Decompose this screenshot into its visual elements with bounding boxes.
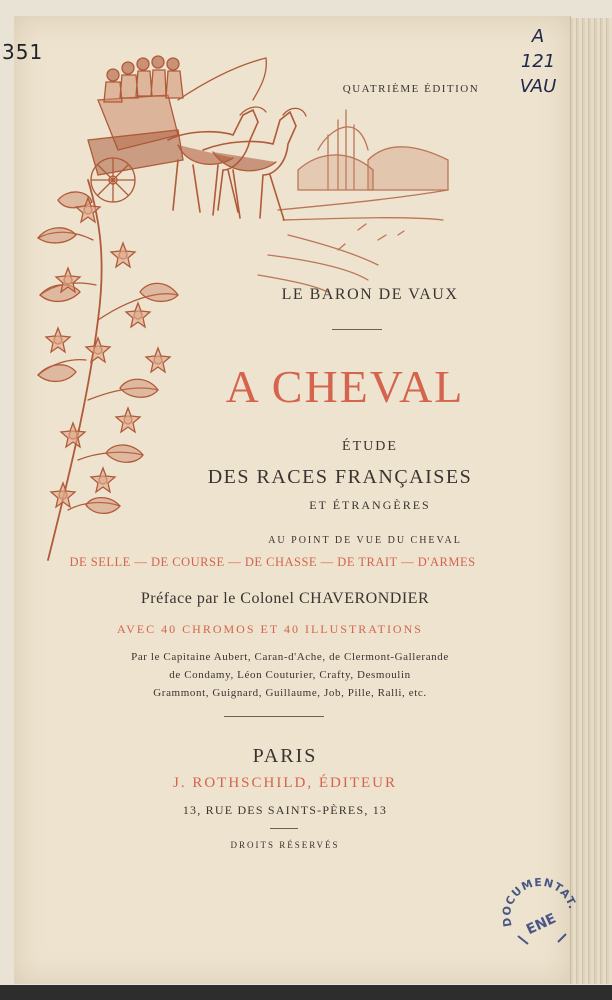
publisher-name: J. ROTHSCHILD, ÉDITEUR [173,775,397,791]
book-title: A CHEVAL [225,361,465,412]
subtitle-etrangeres: ET ÉTRANGÈRES [309,498,431,512]
carriage [88,56,183,202]
author-name: LE BARON DE VAUX [281,286,459,303]
subtitle-etude: ÉTUDE [342,439,398,454]
preface-line: Préface par le Colonel CHAVERONDIER [140,590,430,607]
shelfmark-right [508,24,568,99]
carriage-illustration [28,40,488,570]
stamp-arc-text: DOCUMENTAT. [499,876,580,928]
vine-flowers [46,198,170,507]
publisher-address: 13, RUE DES SAINTS-PÈRES, 13 [182,803,388,817]
stamp-center-text: ENE [523,910,559,939]
shelfmark-line: A [531,26,545,47]
edition-label: QUATRIÈME ÉDITION [342,83,480,95]
illustrators-line: Par le Capitaine Aubert, Caran-d'Ache, de Clermont-Gallerande [131,651,449,663]
illustrators-line: Grammont, Guignard, Guillaume, Job, Pille, Ralli, etc. [153,687,427,699]
library-stamp [498,876,584,962]
divider-rule [224,716,324,717]
divider-rule [270,828,298,829]
illustrations-note: AVEC 40 CHROMOS ET 40 ILLUSTRATIONS [117,622,423,636]
scanner-bottom-strip [0,985,612,1000]
landscape [258,110,448,292]
shelfmark-line: VAU [519,76,557,97]
subtitle-point-de-vue: AU POINT DE VUE DU CHEVAL [268,535,462,546]
publication-city: PARIS [252,745,318,767]
page-edges [566,18,612,984]
shelfmark-left: 351 [2,40,44,64]
shelfmark-line: 121 [520,51,556,72]
illustrators-line: de Condamy, Léon Couturier, Crafty, Desmoulin [169,669,411,681]
horses [168,107,306,220]
horse-kinds-line: DE SELLE — DE COURSE — DE CHASSE — DE TRAIT — D'ARMES [69,555,476,569]
rights-notice: DROITS RÉSERVÉS [230,840,340,850]
divider-rule [332,329,382,330]
subtitle-races: DES RACES FRANÇAISES [207,466,473,488]
